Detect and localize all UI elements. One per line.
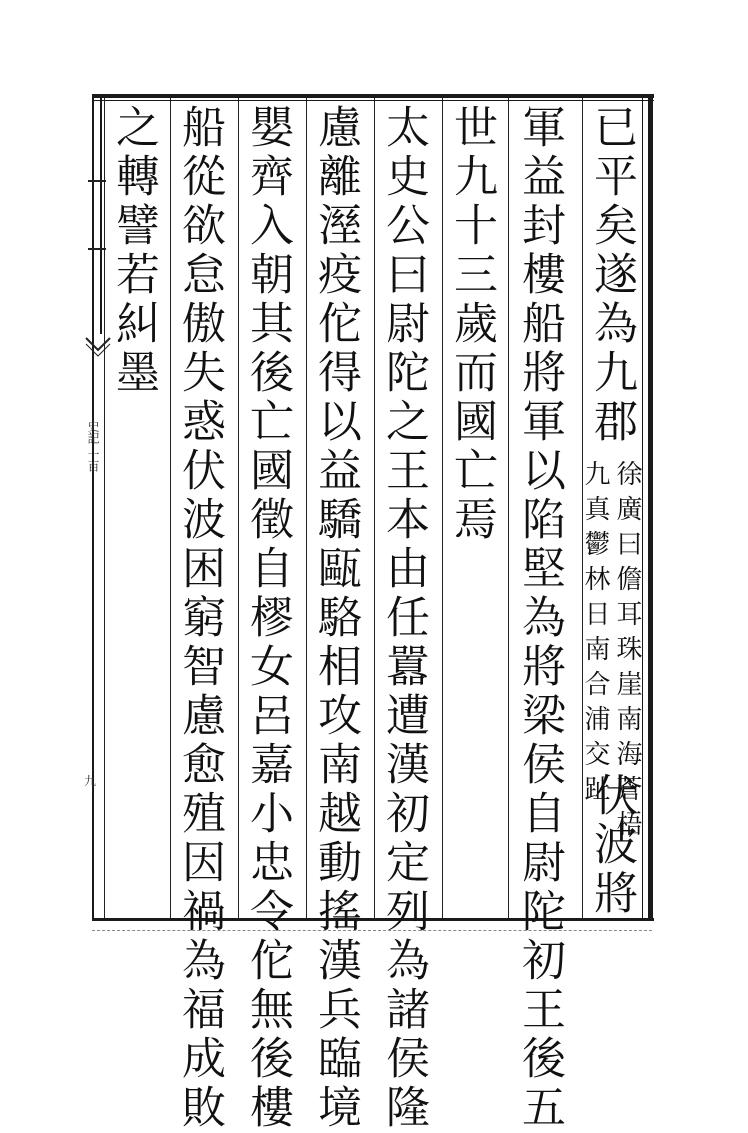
text-column-8: 之轉譬若糾墨 xyxy=(108,104,159,398)
frame-top-border xyxy=(92,94,654,98)
fore-edge-rule xyxy=(100,94,102,334)
text-column-3: 世九十三歲而國亡焉 xyxy=(446,104,497,545)
column-divider xyxy=(306,98,307,918)
column-divider xyxy=(170,98,171,918)
text-column-7: 船從欲怠傲失惑伏波困窮智慮愈殖因禍為福成敗 xyxy=(174,104,225,1133)
text-column-6: 嬰齊入朝其後亡國徵自樛女呂嘉小忠令佗無後樓 xyxy=(242,104,293,1133)
frame-top-inner-border xyxy=(92,100,654,101)
annotation-right-line: 徐廣曰儋耳珠崖南海蒼梧 xyxy=(612,460,642,845)
margin-mark xyxy=(88,180,106,182)
margin-page-number: 九 xyxy=(84,774,97,788)
frame-right-border xyxy=(648,94,653,920)
text-column-5: 慮離溼疫佗得以益驕甌駱相攻南越動搖漢兵臨境 xyxy=(310,104,361,1133)
column-divider xyxy=(442,98,443,918)
column-divider xyxy=(374,98,375,918)
column-divider xyxy=(508,98,509,918)
column-divider xyxy=(104,98,105,918)
margin-mark xyxy=(88,248,106,250)
column-divider xyxy=(238,98,239,918)
text-column-4: 太史公曰尉陀之王本由任囂遭漢初定列為諸侯隆 xyxy=(378,104,429,1133)
annotation-left-line: 九真鬱林日南合浦交趾 xyxy=(580,460,610,810)
text-column-2: 軍益封樓船將軍以陷堅為將梁侯自尉陀初王後五 xyxy=(514,104,565,1133)
text-column-1-main: 已平矣遂為九郡 xyxy=(586,104,637,447)
text-column-1-tail: 伏波將 xyxy=(586,772,637,919)
bottom-dashed-edge xyxy=(92,930,652,932)
frame-right-inner-border xyxy=(642,98,643,918)
frame-left-border xyxy=(92,94,94,920)
margin-chapter-label: 史記 一百 xyxy=(86,420,100,472)
